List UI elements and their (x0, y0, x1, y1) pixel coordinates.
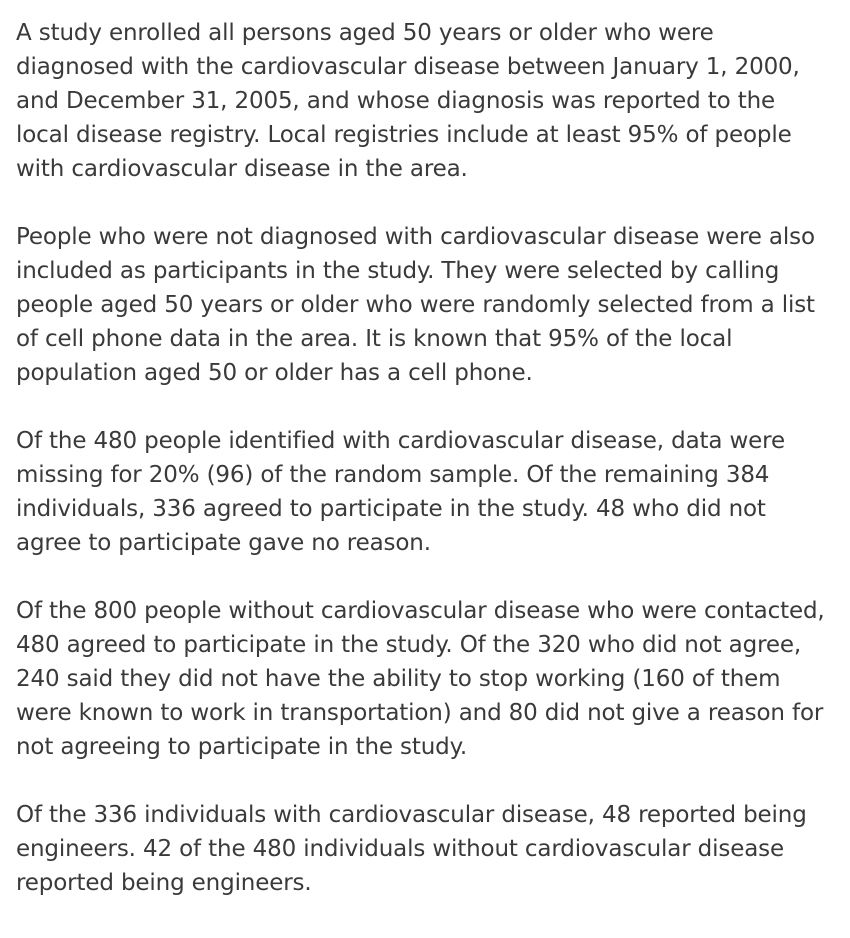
paragraph-study-enrollment: A study enrolled all persons aged 50 years or older who were diagnosed with the cardiovascular disease between January 1, 2000, and December 31, 2005, and whose diagnosis was reported to the local disease registry. Local registries include at least 95% of people with cardiovascular disease in the area. (16, 20, 800, 182)
paragraph-engineers-exposure: Of the 336 individuals with cardiovascular disease, 48 reported being engineers. 42 of the 480 individuals without cardiovascular disease reported being engineers. (16, 802, 807, 896)
paragraph-cases-participation: Of the 480 people identified with cardiovascular disease, data were missing for 20% (96) of the random sample. Of the remaining 384 individuals, 336 agreed to participate in the study. 48 who did not agree to participate gave no reason. (16, 428, 785, 556)
paragraph-control-selection: People who were not diagnosed with cardiovascular disease were also included as participants in the study. They were selected by calling people aged 50 years or older who were randomly selected from a list of cell phone data in the area. It is known that 95% of the local population aged 50 or older has a cell phone. (16, 224, 815, 386)
document-body (16, 16, 834, 900)
paragraph-controls-participation: Of the 800 people without cardiovascular disease who were contacted, 480 agreed to participate in the study. Of the 320 who did not agree, 240 said they did not have the ability to stop working (160 of them were known to work in transportation) and 80 did not give a reason for not agreeing to participate in the study. (16, 598, 825, 760)
